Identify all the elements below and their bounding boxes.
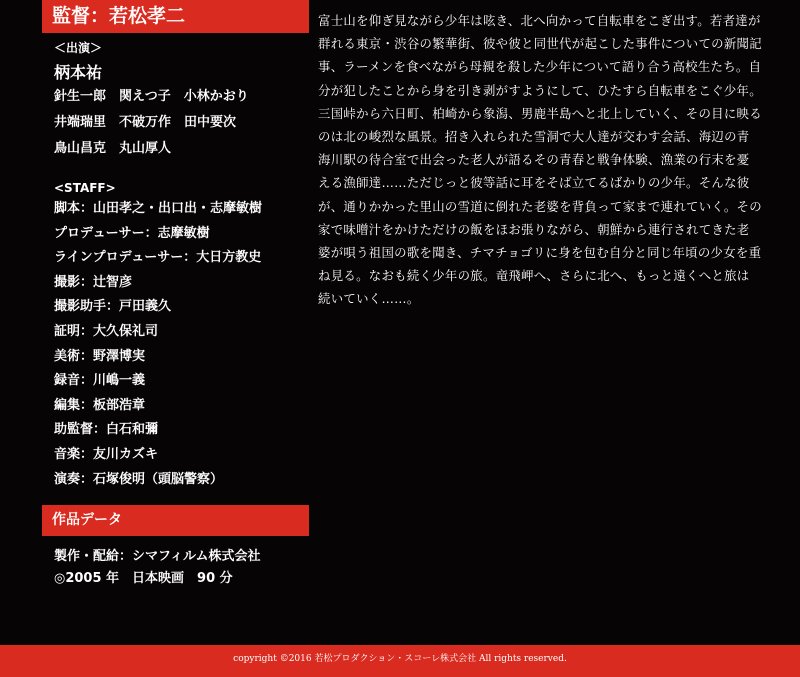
cast-line: 鳥山昌克 丸山厚人	[54, 141, 172, 156]
lead-actor: 柄本祐	[54, 63, 103, 82]
cast-line: 井端瑞里 不破万作 田中要次	[54, 115, 237, 130]
work-data-line: 製作・配給：シマフィルム株式会社	[54, 549, 261, 565]
cast-label: ＜出演＞	[54, 41, 103, 55]
staff-line: 証明：大久保礼司	[54, 323, 159, 339]
staff-line: ラインプロデューサー：大日方教史	[54, 250, 262, 266]
staff-line: 美術：野澤博実	[54, 348, 146, 364]
work-data-header: 作品データ	[42, 505, 309, 536]
cast-section	[42, 40, 309, 161]
staff-line: 助監督：白石和彌	[54, 422, 159, 438]
footer-copyright: copyright ©2016 若松プロダクション・スコーレ株式会社 All rights reserved.	[0, 645, 800, 677]
staff-line: 撮影助手：戸田義久	[54, 299, 172, 315]
work-data-section	[42, 546, 309, 590]
staff-line: 編集：板部浩章	[54, 397, 146, 413]
work-data-line: ◎2005 年 日本映画 90 分	[54, 571, 233, 587]
staff-section	[42, 179, 309, 492]
synopsis-text: 富士山を仰ぎ見ながら少年は呟き、北へ向かって自転車をこぎ出す。若者達が群れる東京・渋谷の繁華街、彼や彼と同世代が起こした事件についての新聞記事、ラーメンを食べながら母親を殺した少年について語り合う高校生たち。自分が犯したことから身を引き剥がすようにして、ひたすら自転車をこぐ少年。三国峠から六日町、柏崎から象潟、男鹿半島へと北上していく、その目に映るのは北の峻烈な風景。招き入れられた雪洞で大人達が交わす会話、海辺の青海川駅の待合室で出会った老人が語るその青春と戦争体験、漁業の行末を憂える漁師達……ただじっと彼等話に耳をそば立てるばかりの少年。そんな彼が、通りかかった里山の雪道に倒れた老婆を背負って家まで連れていく。その家で味噌汁をかけただけの飯をほお張りながら、朝鮮から連行されてきた老婆が唄う祖国の歌を聞き、チマチョゴリに身を包む自分と同じ年頃の少女を重ね見る。なおも続く少年の旅。竜飛岬へ、さらに北へ、もっと遠くへと旅は続いていく……。	[318, 13, 762, 307]
staff-line: 音楽：友川カズキ	[54, 446, 159, 462]
staff-line: 脚本：山田孝之・出口出・志摩敏樹	[54, 201, 263, 216]
staff-line: 録音：川嶋一義	[54, 373, 146, 389]
director-header: 監督：若松孝二	[42, 0, 309, 33]
staff-line: プロデューサー：志摩敏樹	[54, 225, 210, 241]
staff-line: 撮影：辻智彦	[54, 274, 133, 290]
staff-label: <STAFF>	[54, 181, 116, 195]
staff-line: 演奏：石塚俊明（頭脳警察）	[54, 471, 224, 487]
credits-column	[42, 0, 309, 590]
cast-line: 針生一郎 関えつ子 小林かおり	[54, 89, 249, 104]
